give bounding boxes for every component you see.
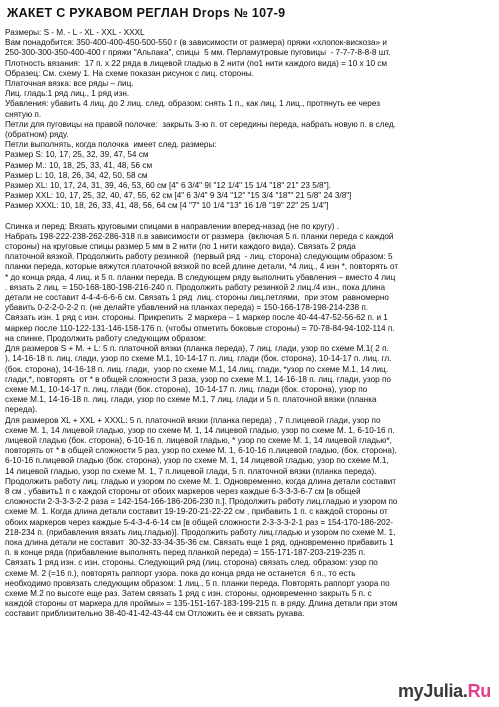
body-line: Для размеров S + M. + L: 5 п. платочной вязки (планка переда), 7 лиц. глади, узор по схеме М.1( 2 п.	[5, 344, 389, 354]
intro-line: (обратном) ряду.	[5, 130, 69, 140]
body-line: Связать изн. 1 ряд с изн. стороны. Прикрепить 2 маркера – 1 маркер после 40-44-47-52-56-62 п. и 1	[5, 313, 388, 323]
intro-line: Петли для пуговицы на правой полочке: закрыть 3-ю п. от середины переда, набрать новую п. в след.	[5, 119, 396, 129]
intro-line: снятую п.	[5, 109, 42, 119]
intro-line: 250-300-300-350-400-400 г пряжи "Альпака", спицы 5 мм. Перламутровые пуговицы - 7-7-7-8-8-8 шт.	[5, 48, 391, 58]
body-line: маркер после 110-122-131-146-158-176 п. (чтобы отметить боковые стороны) = 70-78-84-94-102-114 п.	[5, 323, 395, 333]
body-line: схеме М. 2 (=16 п.), повторять раппорт узора. пока до конца ряда не останется 6 п., то есть	[5, 568, 356, 578]
intro-line: Лиц. гладь:1 ряд лиц., 1 ряд изн.	[5, 89, 130, 99]
body-line: повторять от * в общей сложности 5 раз, узор по схеме М. 1, 6-10-16 п.лицевой гладью, (бок. сторона),	[5, 446, 397, 456]
body-line: стороны) на круговые спицы размер 5 мм в 2 нити (по 1 нити каждого вида). Связать 2 ряда	[5, 242, 356, 252]
body-line: 218-234 п. (прибавления вязать лиц.гладью)]. Продолжить работу лиц.гладью и узором по схеме М. 1,	[5, 527, 396, 537]
body-line: схеме М.1, 10-14-17 п. лиц. глади (бок. сторона), 10-14-17 п. лиц. глади (бок. сторона), узор по	[5, 384, 368, 394]
watermark-text: myJulia.	[397, 681, 468, 701]
intro-line: Размер XL: 10, 17, 24, 31, 39, 46, 53, 60 см [4" 6 3/4" 9I "12 1/4" 15 1/4 "18" 21" 23 5/8"].	[5, 181, 332, 191]
body-line: убавить 0-2-2-0-2-2 п. (не делайте убавлений на планках переда) = 150-166-178-198-214-238 п.	[5, 303, 369, 313]
body-line: глади,*, повторять от * в общей сложности 3 раза, узор по схеме М.1, 14-16-18 п. лиц. глади, узор по	[5, 374, 391, 384]
body-line: Набрать 198-222-238-262-286-318 п.в зависимости от размера (включая 5 п. планки переда с каждой	[5, 231, 394, 241]
body-line: переда).	[5, 405, 38, 415]
intro-line: Размер L: 10, 18, 26, 34, 42, 50, 58 см	[5, 170, 148, 180]
intro-line: Размер M.: 10, 18, 25, 33, 41, 48, 56 см	[5, 160, 153, 170]
body-line: схеме М. 1. Когда длина детали составит 19-19-20-21-22-22 см , прибавить 1 п. с каждой стороны от	[5, 507, 388, 517]
body-line: 14 лицевой гладью, узор по схеме М. 1, 7 п.лицевой глади, 5 п. платочной вязки (планка переда).	[5, 466, 377, 476]
intro-line: Платочная вязка: все ряды – лиц.	[5, 79, 134, 89]
body-line: платочной вязкой. Продолжить работу резинкой (первый ряд - лиц. сторона) следующим образом: 5	[5, 252, 393, 262]
body-line: лицевой гладью (бок. сторона), 6-10-16 п. лицевой гладью, * узор по схеме М. 1, 14 лицевой гладью*,	[5, 435, 392, 445]
body-line: (бок. сторона), 14-16-18 п. лиц. глади, узор по схеме М.1, 14 лиц. глади, *узор по схеме М.1, 14 лиц.	[5, 364, 389, 374]
body-line: необходимо провязать следующим образом: 1 лиц., 5 п. планки переда. Повторять раппорт узора по	[5, 578, 390, 588]
body-line: 6-10-16 п.лицевой гладью (бок. сторона), узор по схеме М. 1, 14 лицевой гладью, узор по схеме М.1,	[5, 456, 389, 466]
body-line: . вязать 2 лиц. = 150-168-180-198-216-240 п. Продолжить работу резинкой 2 лиц./4 изн., пока длина	[5, 282, 385, 292]
instructions-section	[5, 222, 495, 620]
body-line: пока длина детали не составит 30-32-33-34-35-36 см. Связать еще 1 ряд, одновременно прибавить 1	[5, 537, 394, 547]
intro-line: Плотность вязания: 17 п. х 22 ряда в лицевой гладью в 2 нити (по1 нити каждого вида) = 10 х 10 см	[5, 58, 387, 68]
document-page	[5, 6, 495, 620]
body-line: п. в конце ряда (прибавление выполнять перед планкой переда) = 155-171-187-203-219-235 п.	[5, 548, 366, 558]
intro-line: Образец: См. схему 1. На схеме показан рисунок с лиц. стороны.	[5, 68, 254, 78]
intro-line: Размер S: 10, 17, 25, 32, 39, 47, 54 см	[5, 150, 149, 160]
body-line: детали не составит 4-4-4-6-6-6 см. Связать 1 ряд лиц. стороны лиц.петлями, при этом равномерно	[5, 293, 389, 303]
watermark-accent: Ru	[467, 681, 491, 701]
body-line: составит приблизительно 38-40-41-42-43-44 см Отложить ее и связать рукава.	[5, 609, 305, 619]
body-line: * до конца ряда, 4 лиц. и 5 п. планки переда. В следующем ряду выполнить убавления – вместо 4 лиц	[5, 272, 396, 282]
body-line: схеме М.2 по высоте еще раз. Затем связать 1 ряд с изн. стороны, одновременно закрыть 5 п. с	[5, 588, 372, 598]
intro-section	[5, 28, 495, 212]
body-line: обоих маркеров через каждые 5-4-3-4-6-14 см [в общей сложности 2-3-3-3-2-1 раз = 154-170-186-202-	[5, 517, 394, 527]
intro-line: Размер XXXL: 10, 18, 26, 33, 41, 48, 56, 64 см [4 "7" 10 1/4 "13" 16 1/8 "19" 22" 25 1/4"]	[5, 201, 329, 211]
body-line: сложности 2-3-3-3-2-2 раза = 142-154-166-186-206-230 п.]. Продолжить работу лиц.гладью и узором по	[5, 497, 398, 507]
intro-line: Вам понадобится: 350-400-400-450-500-550 г (в зависимости от размера) пряжи «хлопок-вискоза» и	[5, 38, 387, 48]
section-gap	[5, 212, 495, 222]
body-line: Спинка и перед: Вязать круговыми спицами в направлении вперед-назад (не по кругу) .	[5, 221, 339, 231]
body-line: Продолжить работу лиц. гладью и узором по схеме М. 1. Одновременно, когда длина детали составит	[5, 476, 397, 486]
intro-line: Убавления: убавить 4 лиц. до 2 лиц. след. образом: снять 1 п., как лиц, 1 лиц., протянуть ее через	[5, 99, 380, 109]
intro-line: Размер XXL: 10, 17, 25, 32, 40, 47, 55, 62 см [4" 6 3/4" 9 3/4 "12" "15 3/4 "18"" 21 5/8" 24 3/8"]	[5, 191, 352, 201]
body-line: Для размеров XL + XXL + XXXL: 5 п. платочной вязки (планка переда) , 7 п.лицевой глади, узор по	[5, 415, 381, 425]
body-line: планки переда, которые вяжутся платочной вязкой по всей длине детали, *4 лиц., 4 изн *, повторять от	[5, 262, 399, 272]
site-watermark	[398, 681, 491, 702]
page-title: ЖАКЕТ С РУКАВОМ РЕГЛАН Drops № 107-9	[7, 6, 286, 20]
body-line: схеме М.1, 14-16-18 п. лиц. глади, узор по схеме М.1, 7 лиц. глади и 5 п. платочной вязки (планка	[5, 395, 377, 405]
body-line: 8 см , убавить1 п с каждой стороны от обоих маркеров через каждые 6-3-3-3-6-7 см [в общей	[5, 486, 361, 496]
body-line: на спинке. Продолжить работу следующим образом:	[5, 333, 207, 343]
intro-line: Размеры: S - M. - L - XL - XXL - XXXL	[5, 28, 145, 37]
intro-line: Петли выполнять, когда полочка имеет след. размеры:	[5, 140, 217, 150]
body-line: Связать 1 ряд изн. с изн. стороны. Следующий ряд (лиц. сторона) связать след. образом: узор по	[5, 558, 378, 568]
body-line: каждой стороны от маркера для проймы» = 135-151-167-183-199-215 п. в ряду. Длина детали при этом	[5, 599, 398, 609]
body-line: схеме М. 1, 14 лицевой гладью, узор по схеме М. 1, 14 лицевой гладью, узор по схеме М. 1, 6-10-16 п.	[5, 425, 395, 435]
body-line: ), 14-16-18 п. лиц. глади, узор по схеме М.1, 10-14-17 п. лиц. глади (бок. сторона), 10-14-17 п. лиц. гл.	[5, 354, 392, 364]
